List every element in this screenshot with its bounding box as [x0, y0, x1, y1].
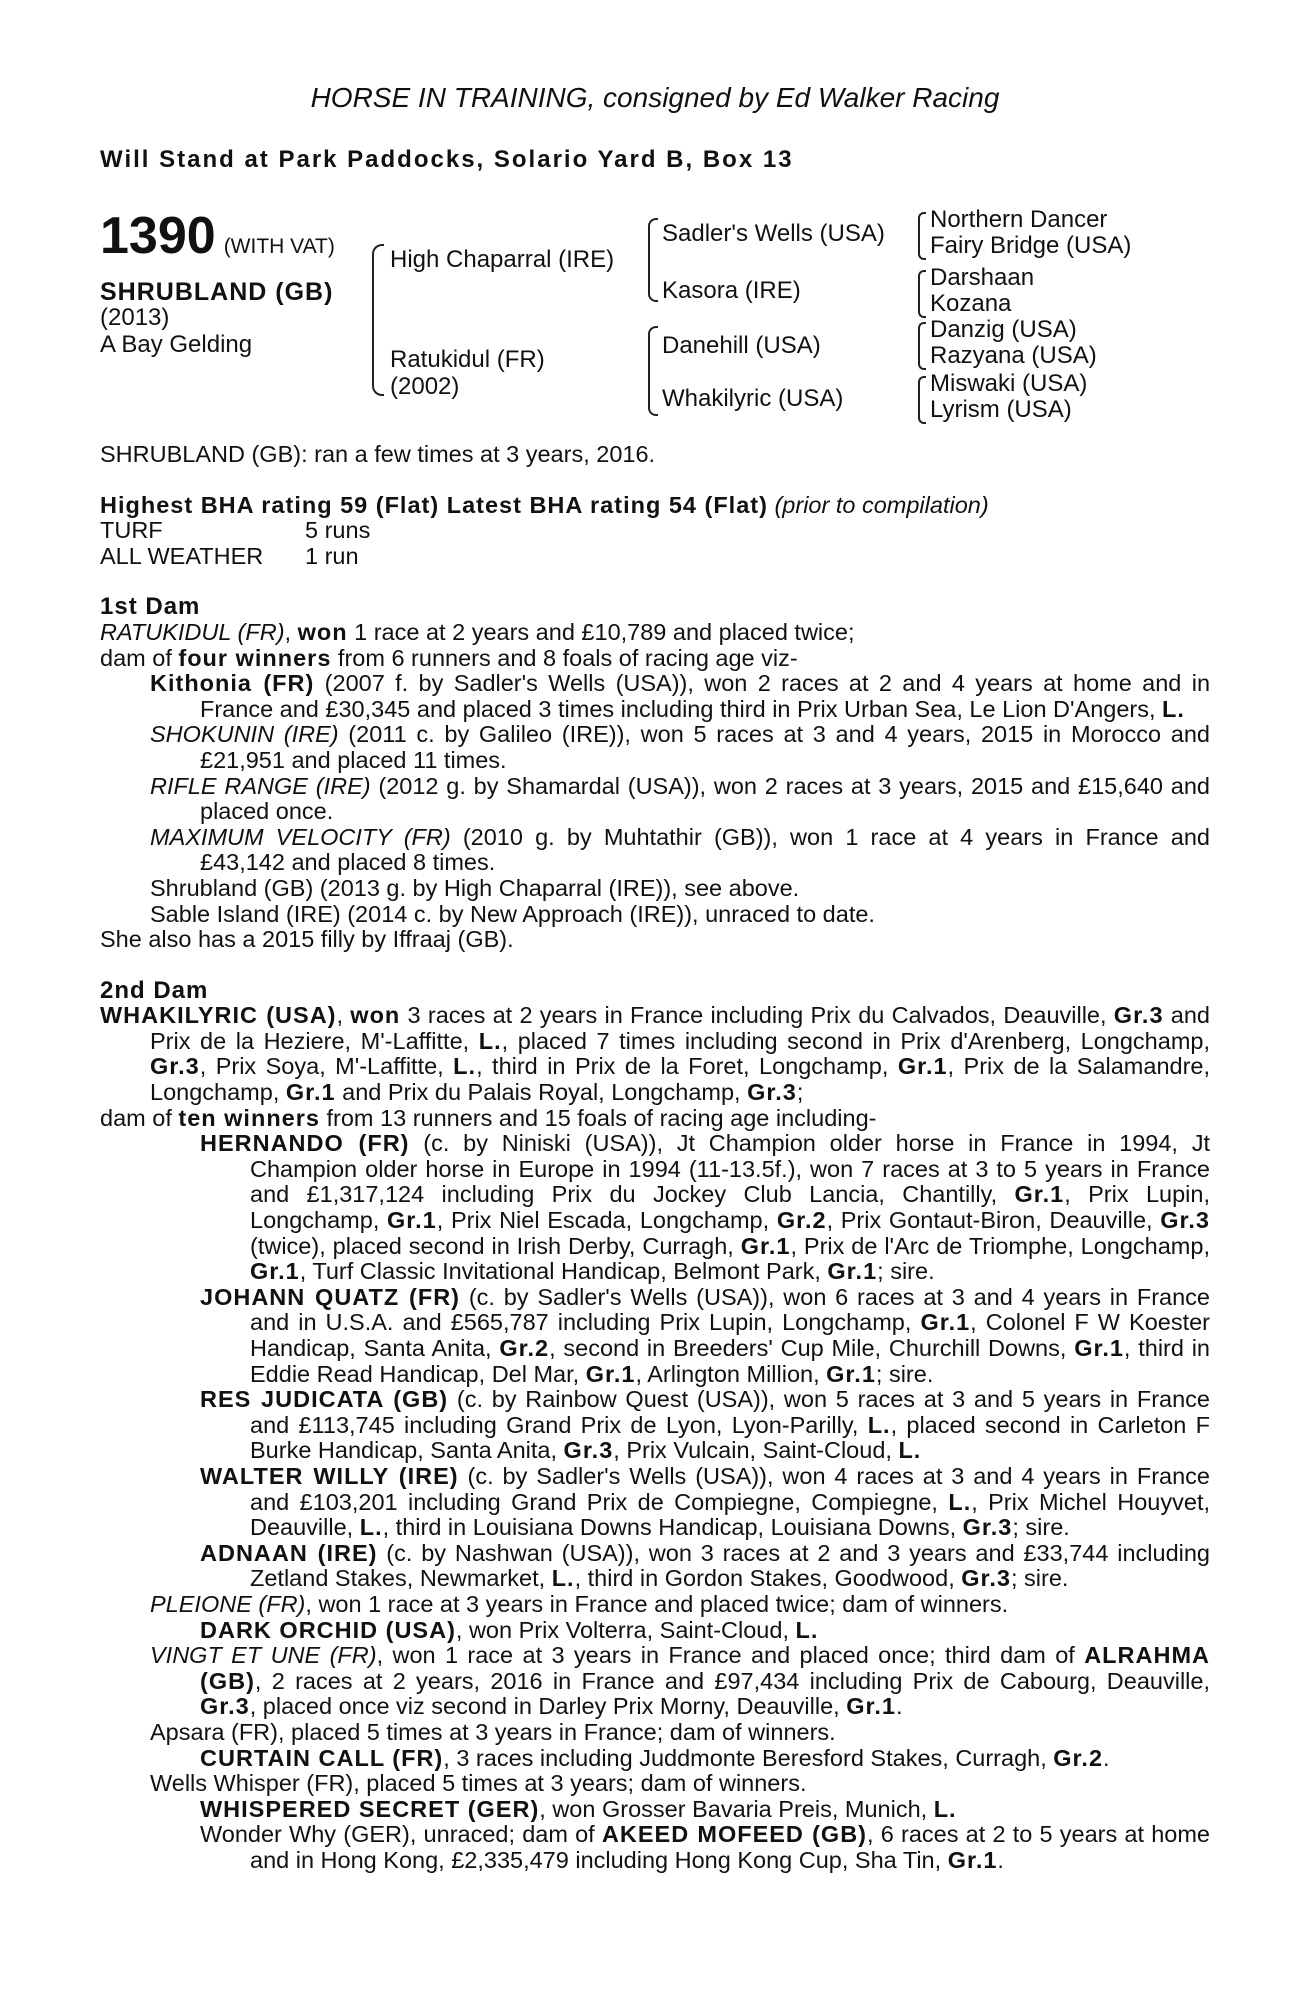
- pedigree-ds-sire: Danzig (USA): [930, 316, 1077, 343]
- text-run: Gr.3: [962, 1514, 1013, 1541]
- text-run: L.: [453, 1053, 477, 1080]
- text-run: , Prix Soya, M'-Laffitte,: [199, 1053, 454, 1080]
- pedigree-brace: [372, 244, 384, 396]
- stand-location: Will Stand at Park Paddocks, Solario Yard B, Box 13: [100, 146, 794, 173]
- progeny-entry: Wells Whisper (FR), placed 5 times at 3 years; dam of winners.: [150, 1770, 807, 1797]
- text-run: , Colonel F W Koester Handicap, Santa Anita,: [250, 1309, 1211, 1361]
- progeny-entry: [100, 671, 1210, 722]
- text-run: , Prix de la Salamandre, Longchamp,: [150, 1053, 1211, 1106]
- text-run: and Prix de la Heziere, M'-Laffitte,: [150, 1002, 1210, 1054]
- text-run: (c. by Sadler's Wells (USA)), won 6 races at 3 and 4 years in France and in U.S.A. and £565,787 including Prix Lupin, Longchamp,: [250, 1283, 1210, 1336]
- progeny-entry: [100, 1797, 1210, 1823]
- pedigree-sire-sire: Sadler's Wells (USA): [662, 220, 885, 247]
- text-run: DARK ORCHID (USA): [200, 1616, 456, 1643]
- text-run: .: [997, 1846, 1004, 1873]
- text-run: ADNAAN (IRE): [200, 1539, 378, 1566]
- text-run: , placed once viz second in Darley Prix Morny, Deauville,: [249, 1693, 847, 1720]
- text-run: L.: [359, 1514, 383, 1541]
- text-run: Gr.3: [961, 1565, 1011, 1592]
- text-run: , won Prix Volterra, Saint-Cloud,: [455, 1616, 796, 1643]
- text-run: Gr.3: [1113, 1002, 1164, 1029]
- text-run: RATUKIDUL (FR): [100, 618, 285, 645]
- rating-values: Highest BHA rating 59 (Flat) Latest BHA rating 54 (Flat): [100, 491, 768, 518]
- text-run: Gr.1: [920, 1309, 971, 1336]
- text-run: (twice), placed second in Irish Derby, Curragh,: [250, 1232, 741, 1259]
- text-run: Kithonia (FR): [150, 670, 315, 697]
- pedigree-sd-dam: Kozana: [930, 290, 1012, 317]
- progeny-entry: [100, 1285, 1210, 1387]
- pedigree-dam-year: (2002): [390, 373, 460, 400]
- pedigree-dd-dam: Lyrism (USA): [930, 396, 1072, 423]
- text-run: , Prix de l'Arc de Triomphe, Longchamp,: [790, 1232, 1210, 1259]
- pedigree-ds-dam: Razyana (USA): [930, 342, 1097, 369]
- horse-year: (2013): [100, 304, 170, 331]
- text-run: (c. by Nashwan (USA)), won 3 races at 2 and 3 years and £33,744 including Zetland Stakes, Newmarket,: [250, 1539, 1210, 1592]
- pedigree-sire: High Chaparral (IRE): [390, 246, 615, 273]
- text-run: from 13 runners and 15 foals of racing age including-: [319, 1104, 877, 1131]
- text-run: AKEED MOFEED (GB): [601, 1821, 867, 1848]
- text-run: WHISPERED SECRET (GER): [200, 1795, 540, 1822]
- progeny-entry: [100, 1746, 1210, 1772]
- pedigree-brace: [918, 376, 926, 424]
- text-run: Gr.1: [947, 1846, 998, 1873]
- text-run: ALL WEATHER: [100, 542, 264, 569]
- progeny-entry: [100, 722, 1210, 773]
- pedigree-brace: [918, 270, 926, 318]
- text-run: Gr.1: [387, 1207, 437, 1234]
- text-run: , Prix Gontaut-Biron, Deauville,: [826, 1207, 1161, 1234]
- pedigree-dd-sire: Miswaki (USA): [930, 370, 1088, 397]
- text-run: 1 race at 2 years and £10,789 and placed twice;: [347, 618, 855, 645]
- text-run: RIFLE RANGE (IRE): [150, 772, 371, 799]
- text-run: (c. by Niniski (USA)), Jt Champion older horse in France in 1994, Jt Champion older horse in Europe in 1994 (11-13.5f.), won 7 races at 3 to 5 years in France and £1,317,124 including Prix du Jockey Club Lancia, Chantilly,: [250, 1130, 1210, 1208]
- pedigree-brace: [918, 212, 926, 260]
- progeny-entry: Sable Island (IRE) (2014 c. by New Approach (IRE)), unraced to date.: [150, 900, 875, 927]
- text-run: (c. by Rainbow Quest (USA)), won 5 races at 3 and 5 years in France and £113,745 including Grand Prix de Lyon, Lyon-Parilly,: [250, 1386, 1210, 1438]
- text-run: (c. by Sadler's Wells (USA)), won 4 races at 3 and 4 years in France and £103,201 including Grand Prix de Compiegne, Compiegne,: [250, 1462, 1210, 1515]
- text-run: L.: [948, 1488, 972, 1515]
- race-record: SHRUBLAND (GB): ran a few times at 3 years, 2016.: [100, 441, 656, 467]
- progeny-entry: [100, 774, 1210, 825]
- text-run: Gr.1: [740, 1232, 791, 1259]
- pedigree-sire-dam: Kasora (IRE): [662, 277, 801, 304]
- horse-name: SHRUBLAND (GB): [100, 278, 334, 306]
- pedigree-dam-sire: Danehill (USA): [662, 332, 821, 359]
- text-run: dam of: [100, 644, 179, 671]
- horse-description: A Bay Gelding: [100, 331, 253, 358]
- progeny-entry: [100, 1387, 1210, 1464]
- text-run: ALRAHMA (GB): [200, 1642, 1210, 1694]
- text-run: , third in Eddie Read Handicap, Del Mar,: [250, 1335, 1210, 1387]
- text-run: L.: [867, 1411, 891, 1438]
- text-run: CURTAIN CALL (FR): [200, 1744, 444, 1771]
- text-run: from 6 runners and 8 foals of racing age viz-: [331, 644, 798, 671]
- text-run: L.: [933, 1795, 957, 1822]
- second-dam-line: [100, 1003, 1210, 1105]
- text-run: WALTER WILLY (IRE): [200, 1462, 459, 1489]
- first-dam-heading: 1st Dam: [100, 593, 201, 621]
- progeny-entry: [100, 1541, 1210, 1592]
- catalogue-body: [100, 442, 1210, 1873]
- rating-line: [100, 493, 1210, 519]
- pedigree-sd-sire: Darshaan: [930, 264, 1035, 291]
- text-run: won: [297, 618, 348, 645]
- first-dam-produce: [100, 646, 1210, 672]
- pedigree-brace: [648, 218, 658, 302]
- text-run: VINGT ET UNE (FR): [150, 1642, 377, 1669]
- text-run: four winners: [178, 644, 332, 671]
- pedigree-ss-dam: Fairy Bridge (USA): [930, 232, 1132, 259]
- text-run: , won Grosser Bavaria Preis, Munich,: [539, 1795, 934, 1822]
- first-dam-line: RATUKIDUL (FR), won 1 race at 2 years and £10,789 and placed twice;: [100, 618, 855, 645]
- lot-number: 1390: [100, 207, 216, 265]
- text-run: (2011 c. by Galileo (IRE)), won 5 races at 3 and 4 years, 2015 in Morocco and £21,951 and placed 11 times.: [200, 721, 1210, 773]
- lot-heading: [100, 206, 335, 266]
- text-run: Gr.3: [747, 1079, 797, 1106]
- text-run: L.: [478, 1027, 502, 1054]
- text-run: and Prix du Palais Royal, Longchamp,: [335, 1079, 748, 1106]
- text-run: .: [895, 1693, 903, 1720]
- text-run: Gr.1: [897, 1053, 948, 1080]
- text-run: ; sire.: [1012, 1514, 1070, 1541]
- text-run: Gr.1: [827, 1258, 878, 1285]
- text-run: (2010 g. by Muhtathir (GB)), won 1 race at 4 years in France and £43,142 and placed 8 times.: [200, 823, 1210, 876]
- progeny-entry: [100, 825, 1210, 876]
- text-run: dam of: [100, 1104, 179, 1131]
- progeny-entry: [100, 1464, 1210, 1541]
- text-run: ; sire.: [877, 1258, 935, 1285]
- text-run: , Prix Lupin, Longchamp,: [250, 1181, 1210, 1234]
- text-run: ;: [796, 1079, 804, 1106]
- text-run: Gr.1: [585, 1360, 636, 1387]
- second-dam-heading: 2nd Dam: [100, 976, 209, 1004]
- text-run: , second in Breeders' Cup Mile, Churchill Downs,: [549, 1335, 1075, 1361]
- progeny-entry: [100, 1643, 1210, 1720]
- text-run: ten winners: [178, 1104, 320, 1131]
- text-run: , third in Gordon Stakes, Goodwood,: [574, 1565, 962, 1592]
- text-run: Gr.1: [826, 1360, 876, 1387]
- text-run: Gr.3: [200, 1693, 250, 1720]
- progeny-entry: [100, 1618, 1210, 1644]
- text-run: SHOKUNIN (IRE): [150, 721, 339, 748]
- aw-stat: [100, 544, 1210, 570]
- text-run: , won 1 race at 3 years in France and placed twice; dam of winners.: [305, 1590, 1009, 1617]
- text-run: , third in Prix de la Foret, Longchamp,: [476, 1053, 898, 1080]
- text-run: Wonder Why (GER), unraced; dam of: [200, 1821, 602, 1848]
- text-run: 1 run: [305, 542, 359, 569]
- text-run: , Prix Vulcain, Saint-Cloud,: [613, 1437, 899, 1464]
- text-run: MAXIMUM VELOCITY (FR): [150, 823, 451, 850]
- text-run: TURF: [100, 517, 163, 544]
- progeny-entry: [100, 1822, 1210, 1873]
- text-run: , Prix Michel Houyvet, Deauville,: [250, 1488, 1211, 1541]
- text-run: Gr.1: [250, 1258, 300, 1285]
- text-run: Gr.1: [1074, 1335, 1124, 1361]
- text-run: 3 races at 2 years in France including Prix du Calvados, Deauville,: [400, 1002, 1114, 1029]
- text-run: WHAKILYRIC (USA): [100, 1002, 337, 1029]
- text-run: PLEIONE (FR): [150, 1590, 306, 1617]
- text-run: JOHANN QUATZ (FR): [200, 1283, 461, 1310]
- text-run: , 2 races at 2 years, 2016 in France and £97,434 including Prix de Cabourg, Deauville,: [254, 1667, 1210, 1694]
- second-dam-produce: [100, 1106, 1210, 1132]
- text-run: , won 1 race at 3 years in France and placed once; third dam of: [376, 1642, 1075, 1669]
- text-run: ,: [336, 1002, 351, 1029]
- text-run: Gr.2: [1053, 1744, 1104, 1771]
- rating-note: (prior to compilation): [774, 491, 989, 518]
- text-run: L.: [1162, 695, 1185, 722]
- pedigree-brace: [648, 326, 658, 416]
- text-run: Gr.3: [563, 1437, 614, 1464]
- progeny-entry: Shrubland (GB) (2013 g. by High Chaparral (IRE)), see above.: [150, 874, 800, 901]
- text-run: ; sire.: [875, 1360, 934, 1387]
- text-run: (2012 g. by Shamardal (USA)), won 2 races at 3 years, 2015 and £15,640 and placed once.: [200, 772, 1210, 825]
- text-run: Gr.3: [150, 1053, 200, 1080]
- pedigree-ss-sire: Northern Dancer: [930, 206, 1108, 233]
- text-run: L.: [551, 1565, 575, 1592]
- text-run: , placed second in Carleton F Burke Handicap, Santa Anita,: [250, 1411, 1210, 1464]
- pedigree-dam-dam: Whakilyric (USA): [662, 385, 844, 412]
- text-run: ; sire.: [1011, 1565, 1069, 1592]
- progeny-entry: [100, 1592, 1210, 1618]
- page-title: HORSE IN TRAINING, consigned by Ed Walker Racing: [310, 82, 1000, 113]
- progeny-note: She also has a 2015 filly by Iffraaj (GB).: [100, 926, 514, 953]
- pedigree-dam: Ratukidul (FR): [390, 346, 545, 373]
- turf-stat: [100, 518, 1210, 544]
- text-run: , Arlington Million,: [635, 1360, 827, 1387]
- text-run: Gr.3: [1160, 1207, 1210, 1234]
- text-run: Gr.1: [846, 1693, 896, 1720]
- text-run: RES JUDICATA (GB): [200, 1386, 449, 1413]
- text-run: , placed 7 times including second in Prix d'Arenberg, Longchamp,: [501, 1027, 1210, 1054]
- text-run: , 3 races including Juddmonte Beresford Stakes, Curragh,: [443, 1744, 1054, 1771]
- text-run: Gr.1: [285, 1079, 336, 1106]
- pedigree-brace: [918, 322, 926, 370]
- text-run: Gr.1: [1014, 1181, 1065, 1208]
- vat-note: (WITH VAT): [223, 235, 335, 258]
- text-run: .: [1103, 1744, 1110, 1771]
- progeny-entry: [100, 1131, 1210, 1285]
- text-run: , third in Louisiana Downs Handicap, Louisiana Downs,: [382, 1514, 963, 1541]
- text-run: L.: [795, 1616, 819, 1643]
- text-run: won: [350, 1002, 401, 1029]
- text-run: Gr.2: [776, 1207, 827, 1234]
- text-run: HERNANDO (FR): [200, 1130, 410, 1157]
- text-run: , Turf Classic Invitational Handicap, Belmont Park,: [299, 1258, 828, 1285]
- text-run: Gr.2: [499, 1335, 550, 1361]
- progeny-entry: Apsara (FR), placed 5 times at 3 years in France; dam of winners.: [150, 1718, 836, 1745]
- text-run: (2007 f. by Sadler's Wells (USA)), won 2 races at 2 and 4 years at home and in France and £30,345 and placed 3 times including third in Prix Urban Sea, Le Lion D'Angers,: [200, 670, 1211, 722]
- text-run: L.: [898, 1437, 922, 1464]
- text-run: 5 runs: [305, 517, 371, 544]
- text-run: , Prix Niel Escada, Longchamp,: [436, 1207, 777, 1234]
- text-run: , 6 races at 2 to 5 years at home and in Hong Kong, £2,335,479 including Hong Kong Cup, Sha Tin,: [250, 1821, 1211, 1873]
